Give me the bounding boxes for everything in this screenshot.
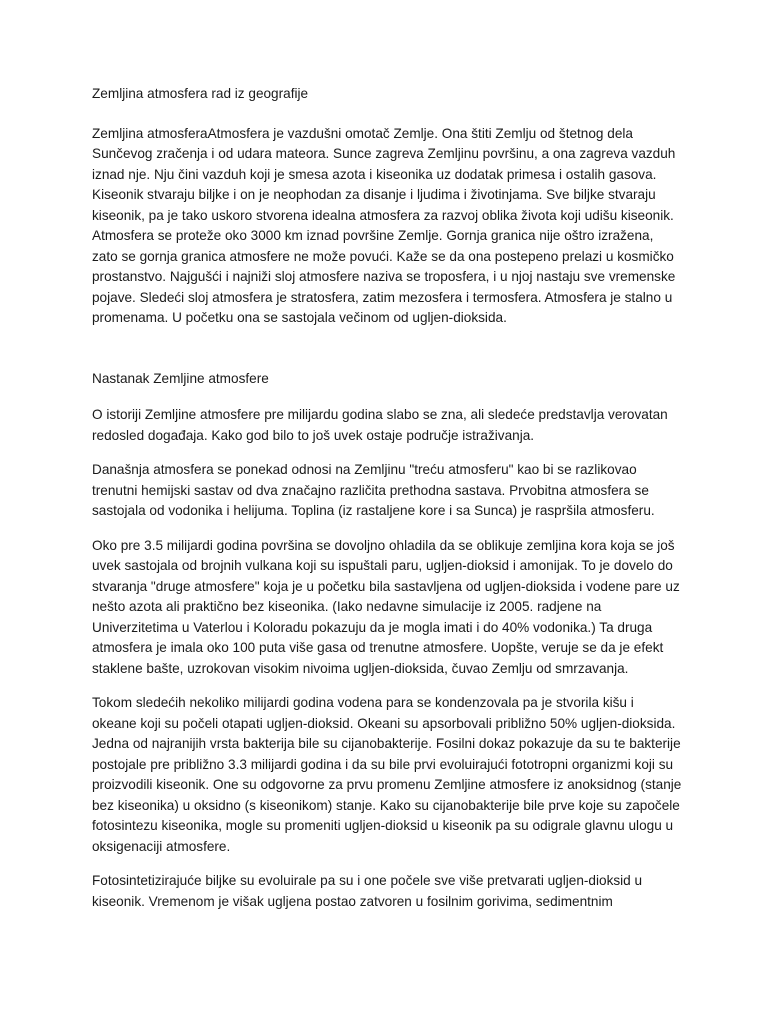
intro-paragraph: Zemljina atmosferaAtmosfera je vazdušni omotač Zemlje. Ona štiti Zemlju od štetnog dela Sunčevog zračenja i od udara mateora. Sunce zagreva Zemljinu površinu, a ona zagreva vazduh iznad nje. Nju čini vazduh koji je smesa azota i kiseonika uz dodatak primesa i ostalih gasova. Kiseonik stvaraju biljke i on je neophodan za disanje i ljudima i životinjama. Sve biljke stvaraju kiseonik, pa je tako uskoro stvorena idealna atmosfera za razvoj oblika života koji udišu kiseonik. Atmosfera se proteže oko 3000 km iznad površine Zemlje. Gornja granica nije oštro izražena, zato se gornja granica atmosfere ne može povući. Kaže se da ona postepeno prelazi u kosmičko prostanstvo. Najgušći i najniži sloj atmosfere naziva se troposfera, i u njoj nastaju sve vremenske pojave. Sledeći sloj atmosfera je stratosfera, zatim mezosfera i termosfera. Atmosfera je stalno u promenama. U početku ona se sastojala večinom od ugljen-dioksida. [92, 125, 676, 325]
document-title: Zemljina atmosfera rad iz geografije [92, 86, 309, 101]
section-heading: Nastanak Zemljine atmosfere [92, 370, 269, 386]
body-paragraph: Fotosintetizirajuće biljke su evoluirale pa su i one počele sve više pretvarati ugljen-dioksid u kiseonik. Vremenom je višak ugljena postao zatvoren u fosilnim gorivima, sedimentnim [92, 873, 643, 909]
body-paragraph: Oko pre 3.5 milijardi godina površina se dovoljno ohladila da se oblikuje zemljina kora koja se još uvek sastojala od brojnih vulkana koji su ispuštali paru, ugljen-dioksid i amonijak. To je dovelo do stvaranja "druge atmosfere" koja je u početku bila sastavljena od ugljen-dioksida i vodene pare uz nešto azota ali praktično bez kiseonika. (Iako nedavne simulacije iz 2005. radjene na Univerzitetima u Vaterlou i Koloradu pokazuju da je mogla imati i do 40% vodonika.) Ta druga atmosfera je imala oko 100 puta više gasa od trenutne atmosfere. Uopšte, veruje se da je efekt staklene bašte, uzrokovan visokim nivoima ugljen-dioksida, čuvao Zemlju od smrzavanja. [92, 537, 680, 676]
body-paragraph: O istoriji Zemljine atmosfere pre milijardu godina slabo se zna, ali sledeće predstavlja verovatan redosled događaja. Kako god bilo to još uvek ostaje područje istraživanja. [92, 407, 668, 443]
body-paragraph: Današnja atmosfera se ponekad odnosi na Zemljinu "treću atmosferu" kao bi se razlikovao trenutni hemijski sastav od dva značajno različita prethodna sastava. Prvobitna atmosfera se sastojala od vodonika i helijuma. Toplina (iz rastaljene kore i sa Sunca) je raspršila atmosferu. [92, 462, 655, 518]
document-page [92, 84, 682, 926]
body-paragraph: Tokom sledećih nekoliko milijardi godina vodena para se kondenzovala pa je stvorila kišu i okeane koji su počeli otapati ugljen-dioksid. Okeani su apsorbovali približno 50% ugljen-dioksida. Jedna od najranijih vrsta bakterija bile su cijanobakterije. Fosilni dokaz pokazuje da su te bakterije postojale pre približno 3.3 milijardi godina i da su bile prvi evoluirajući fototropni organizmi koji su proizvodili kiseonik. One su odgovorne za prvu promenu Zemljine atmosfere iz anoksidnog (stanje bez kiseonika) u oksidno (s kiseonikom) stanje. Kako su cijanobakterije bile prve koje su započele fotosintezu kiseonika, mogle su promeniti ugljen-dioksid u kiseonik pa su odigrale glavnu ulogu u oksigenaciji atmosfere. [92, 695, 682, 854]
